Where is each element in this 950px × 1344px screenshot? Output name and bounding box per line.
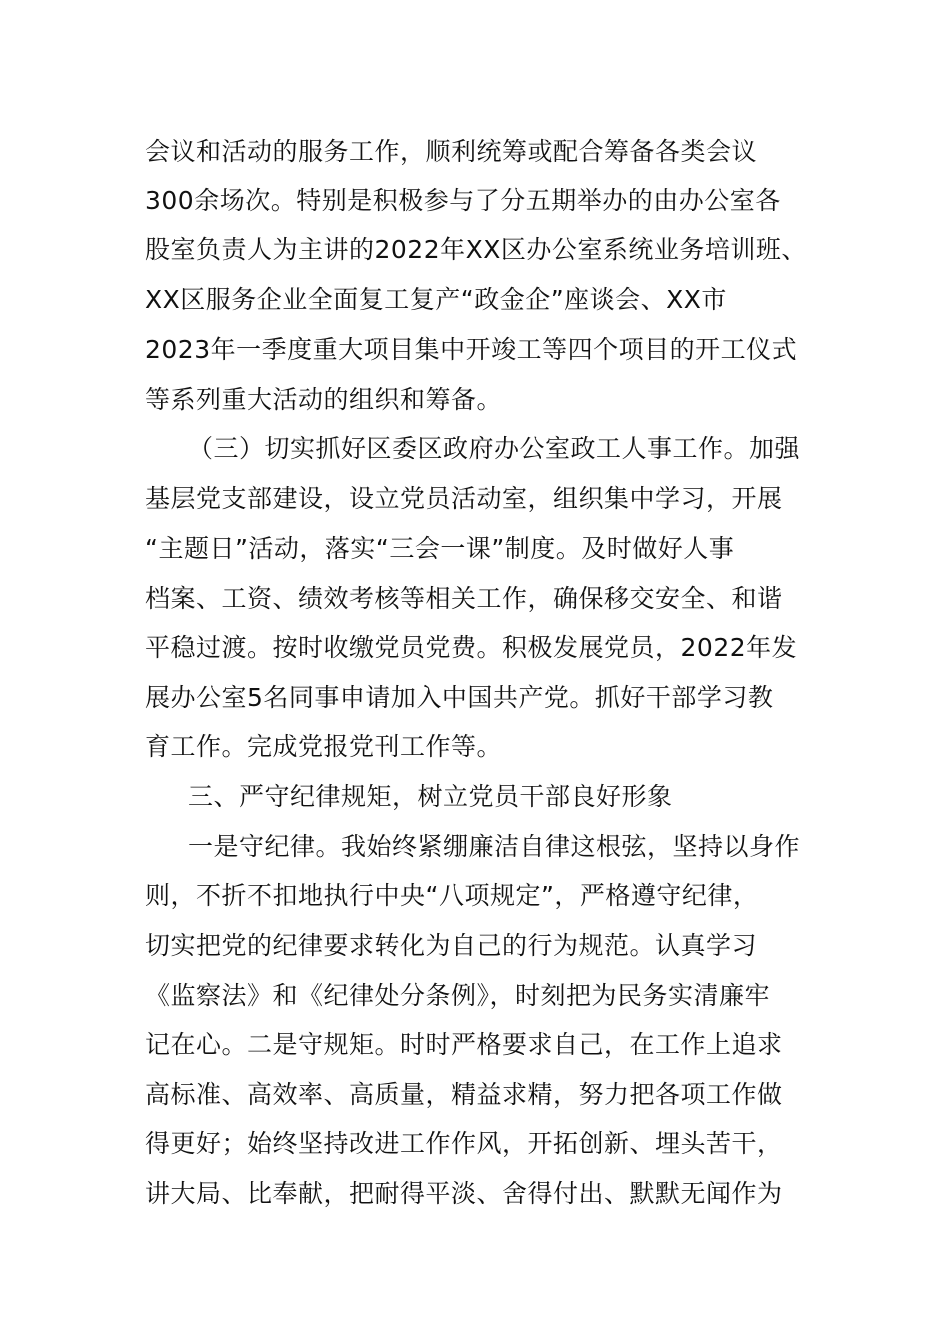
- text-line: 一是守纪律。我始终紧绷廉洁自律这根弦，坚持以身作: [188, 832, 801, 861]
- text-line: 等系列重大活动的组织和筹备。: [145, 385, 503, 414]
- paragraph-heading: （三）切实抓好区委区政府办公室政工人事工作。加强: [188, 434, 801, 463]
- text-line: 则，不折不扣地执行中央“八项规定”，严格遵守纪律，: [145, 881, 759, 910]
- text-line: 切实把党的纪律要求转化为自己的行为规范。认真学习: [145, 931, 758, 960]
- text-line: 平稳过渡。按时收缴党员党费。积极发展党员，2022年发: [145, 633, 798, 662]
- text-line: 300余场次。特别是积极参与了分五期举办的由办公室各: [145, 186, 781, 215]
- text-line: XX区服务企业全面复工复产“政金企”座谈会、XX市: [145, 285, 727, 314]
- text-line: 股室负责人为主讲的2022年XX区办公室系统业务培训班、: [145, 235, 807, 264]
- text-line: 会议和活动的服务工作，顺利统筹或配合筹备各类会议: [145, 137, 758, 166]
- text-line: 讲大局、比奉献，把耐得平淡、舍得付出、默默无闻作为: [145, 1179, 783, 1208]
- text-line: 基层党支部建设，设立党员活动室，组织集中学习，开展: [145, 484, 783, 513]
- text-line: “主题日”活动，落实“三会一课”制度。及时做好人事: [145, 534, 735, 563]
- text-line: 高标准、高效率、高质量，精益求精，努力把各项工作做: [145, 1080, 783, 1109]
- text-line: 展办公室5名同事申请加入中国共产党。抓好干部学习教: [145, 683, 774, 712]
- text-line: 得更好；始终坚持改进工作作风，开拓创新、埋头苦干，: [145, 1129, 783, 1158]
- text-line: 育工作。完成党报党刊工作等。: [145, 732, 503, 761]
- text-line: 档案、工资、绩效考核等相关工作，确保移交安全、和谐: [145, 584, 783, 613]
- text-line: 记在心。二是守规矩。时时严格要求自己，在工作上追求: [145, 1030, 783, 1059]
- text-line: 2023年一季度重大项目集中开竣工等四个项目的开工仪式: [145, 335, 798, 364]
- section-heading: 三、严守纪律规矩，树立党员干部良好形象: [188, 782, 673, 811]
- text-line: 《监察法》和《纪律处分条例》，时刻把为民务实清廉牢: [145, 981, 771, 1010]
